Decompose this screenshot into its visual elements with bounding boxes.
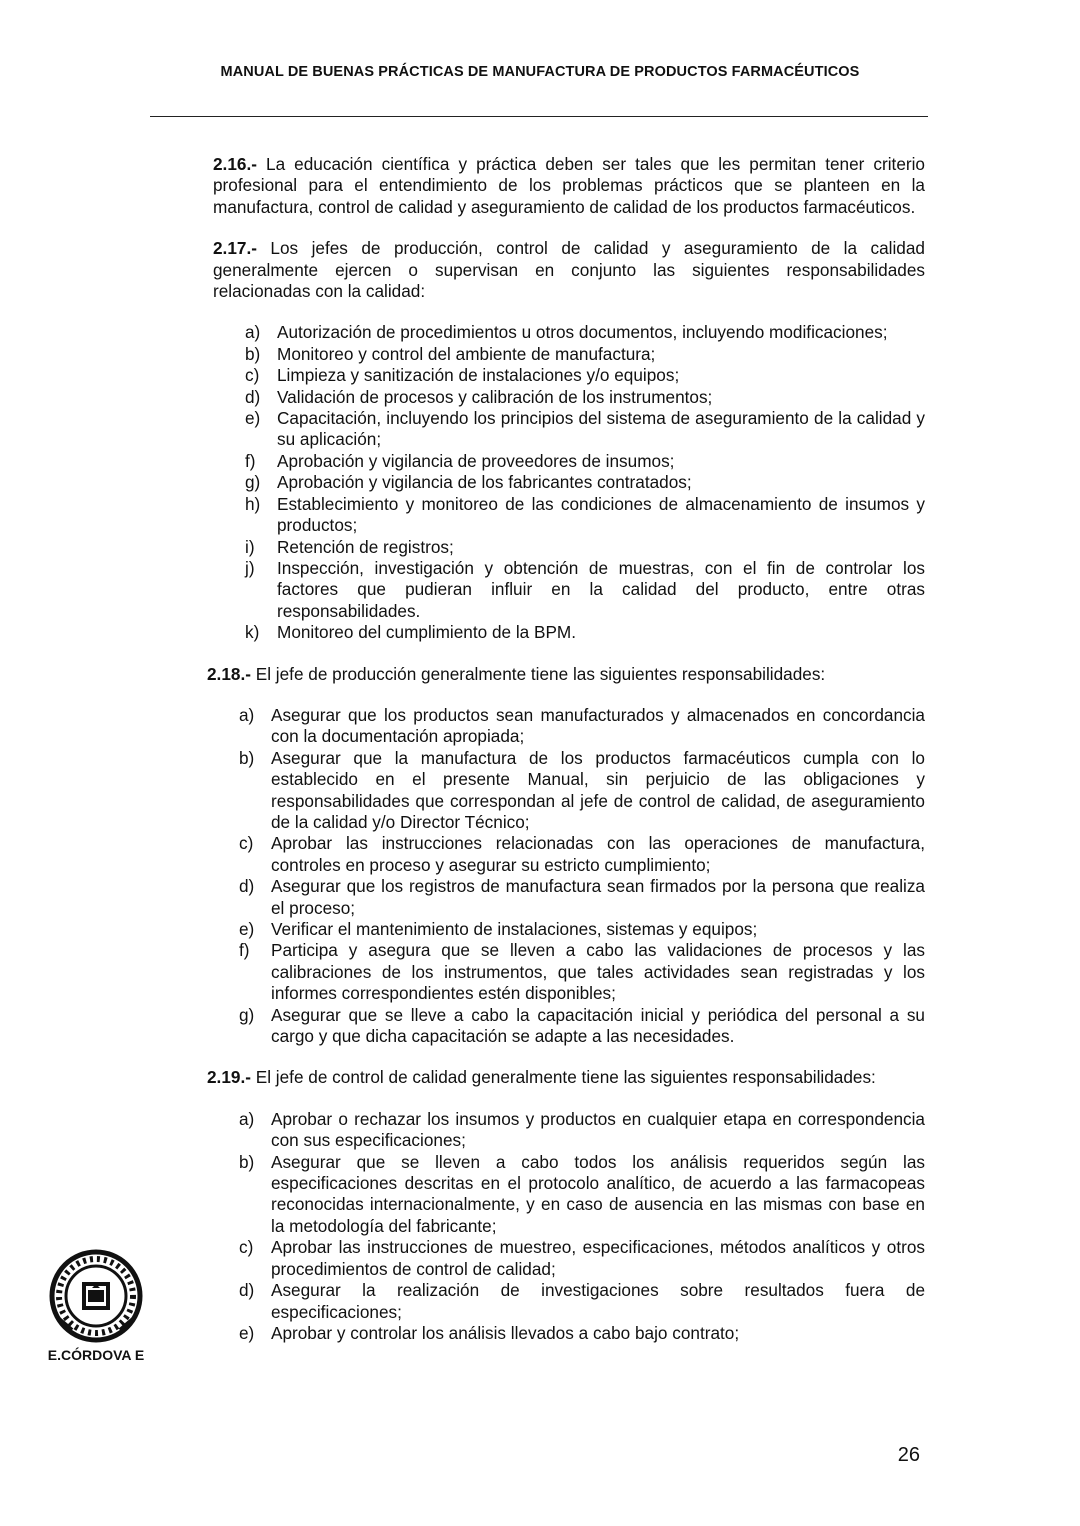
- document-body: [207, 154, 925, 1364]
- section-number: 2.19.-: [207, 1067, 251, 1088]
- list-item: d) Validación de procesos y calibración de los instrumentos;: [245, 386, 713, 407]
- list-item: d) Asegurar que los registros de manufactura sean firmados por la persona que realiza el proceso;: [239, 876, 925, 918]
- list-item: b) Asegurar que se lleven a cabo todos los análisis requeridos según las especificaciones descritas en el protocolo analítico, de acuerdo a las farmacopeas reconocidas internacionalmente, y en caso de ausencia en las mismas con base en la metodología del fabricante;: [239, 1151, 925, 1236]
- section-number: 2.16.-: [213, 154, 257, 174]
- list-item: c) Limpieza y sanitización de instalaciones y/o equipos;: [245, 365, 680, 386]
- section-2-18: [207, 664, 925, 685]
- list-2-18: [207, 705, 925, 1048]
- section-2-19-block: [207, 1067, 925, 1344]
- section-number: 2.17.-: [213, 238, 257, 259]
- list-item: b) Monitoreo y control del ambiente de manufactura;: [245, 343, 656, 364]
- list-item: e) Aprobar y controlar los análisis llevados a cabo bajo contrato;: [239, 1322, 740, 1343]
- list-item: h) Establecimiento y monitoreo de las condiciones de almacenamiento de insumos y productos;: [245, 493, 925, 536]
- list-item: f) Participa y asegura que se lleven a cabo las validaciones de procesos y las calibraciones de los instrumentos, que tales actividades sean registradas y los informes correspondientes estén disponibles;: [239, 940, 925, 1004]
- list-item: f) Aprobación y vigilancia de proveedores de insumos;: [245, 450, 675, 471]
- official-seal-icon: [38, 1248, 154, 1344]
- section-number: 2.18.-: [207, 663, 251, 684]
- list-item: a) Asegurar que los productos sean manufacturados y almacenados en concordancia con la documentación apropiada;: [239, 704, 925, 747]
- list-item: a) Aprobar o rechazar los insumos y productos en cualquier etapa en correspondencia con sus especificaciones;: [239, 1108, 925, 1151]
- list-item: c) Aprobar las instrucciones relacionadas con las operaciones de manufactura, controles en proceso y asegurar su estricto cumplimiento;: [239, 833, 925, 875]
- list-item: j) Inspección, investigación y obtención de muestras, con el fin de controlar los factores que pudieran influir en la calidad del producto, entre otras responsabilidades.: [245, 557, 925, 621]
- section-2-19: [207, 1067, 925, 1088]
- page-number: 26: [897, 1444, 920, 1466]
- section-text: El jefe de producción generalmente tiene las siguientes responsabilidades:: [250, 663, 826, 684]
- section-2-16: [213, 154, 925, 218]
- list-item: a) Autorización de procedimientos u otros documentos, incluyendo modificaciones;: [245, 322, 888, 343]
- stamp-caption: E.CÓRDOVA E: [47, 1347, 145, 1363]
- list-item: i) Retención de registros;: [245, 536, 454, 557]
- list-2-17: [213, 322, 925, 643]
- list-item: d) Asegurar la realización de investigaciones sobre resultados fuera de especificaciones;: [239, 1280, 925, 1322]
- list-item: k) Monitoreo del cumplimiento de la BPM.: [245, 622, 577, 643]
- section-text: Los jefes de producción, control de calidad y aseguramiento de la calidad generalmente ejercen o supervisan en conjunto las siguientes responsabilidades relacionadas con la calidad:: [213, 238, 925, 302]
- list-item: b) Asegurar que la manufactura de los productos farmacéuticos cumpla con lo establecido en el presente Manual, sin perjuicio de las obligaciones y responsabilidades que correspondan al jefe de control de calidad, de aseguramiento de la calidad y/o Director Técnico;: [239, 747, 925, 832]
- list-item: g) Asegurar que se lleve a cabo la capacitación inicial y periódica del personal a su cargo y que dicha capacitación se adapte a las necesidades.: [239, 1004, 925, 1047]
- section-2-17: [213, 238, 925, 302]
- header-divider: [150, 116, 928, 117]
- section-2-18-block: [207, 664, 925, 1048]
- list-item: e) Capacitación, incluyendo los principios del sistema de aseguramiento de la calidad y su aplicación;: [245, 408, 925, 450]
- list-item: g) Aprobación y vigilancia de los fabricantes contratados;: [245, 472, 692, 493]
- section-text: La educación científica y práctica deben ser tales que les permitan tener criterio profesional para el entendimiento de los problemas prácticos que se planteen en la manufactura, control de calidad y aseguramiento de calidad de los productos farmacéuticos.: [213, 154, 925, 217]
- page-header: MANUAL DE BUENAS PRÁCTICAS DE MANUFACTURA DE PRODUCTOS FARMACÉUTICOS: [220, 64, 860, 80]
- list-2-19: [207, 1109, 925, 1344]
- list-item: e) Verificar el mantenimiento de instalaciones, sistemas y equipos;: [239, 919, 758, 939]
- list-item: c) Aprobar las instrucciones de muestreo, especificaciones, métodos analíticos y otros procedimientos de control de calidad;: [239, 1237, 925, 1279]
- section-text: El jefe de control de calidad generalmente tiene las siguientes responsabilidades:: [250, 1067, 876, 1088]
